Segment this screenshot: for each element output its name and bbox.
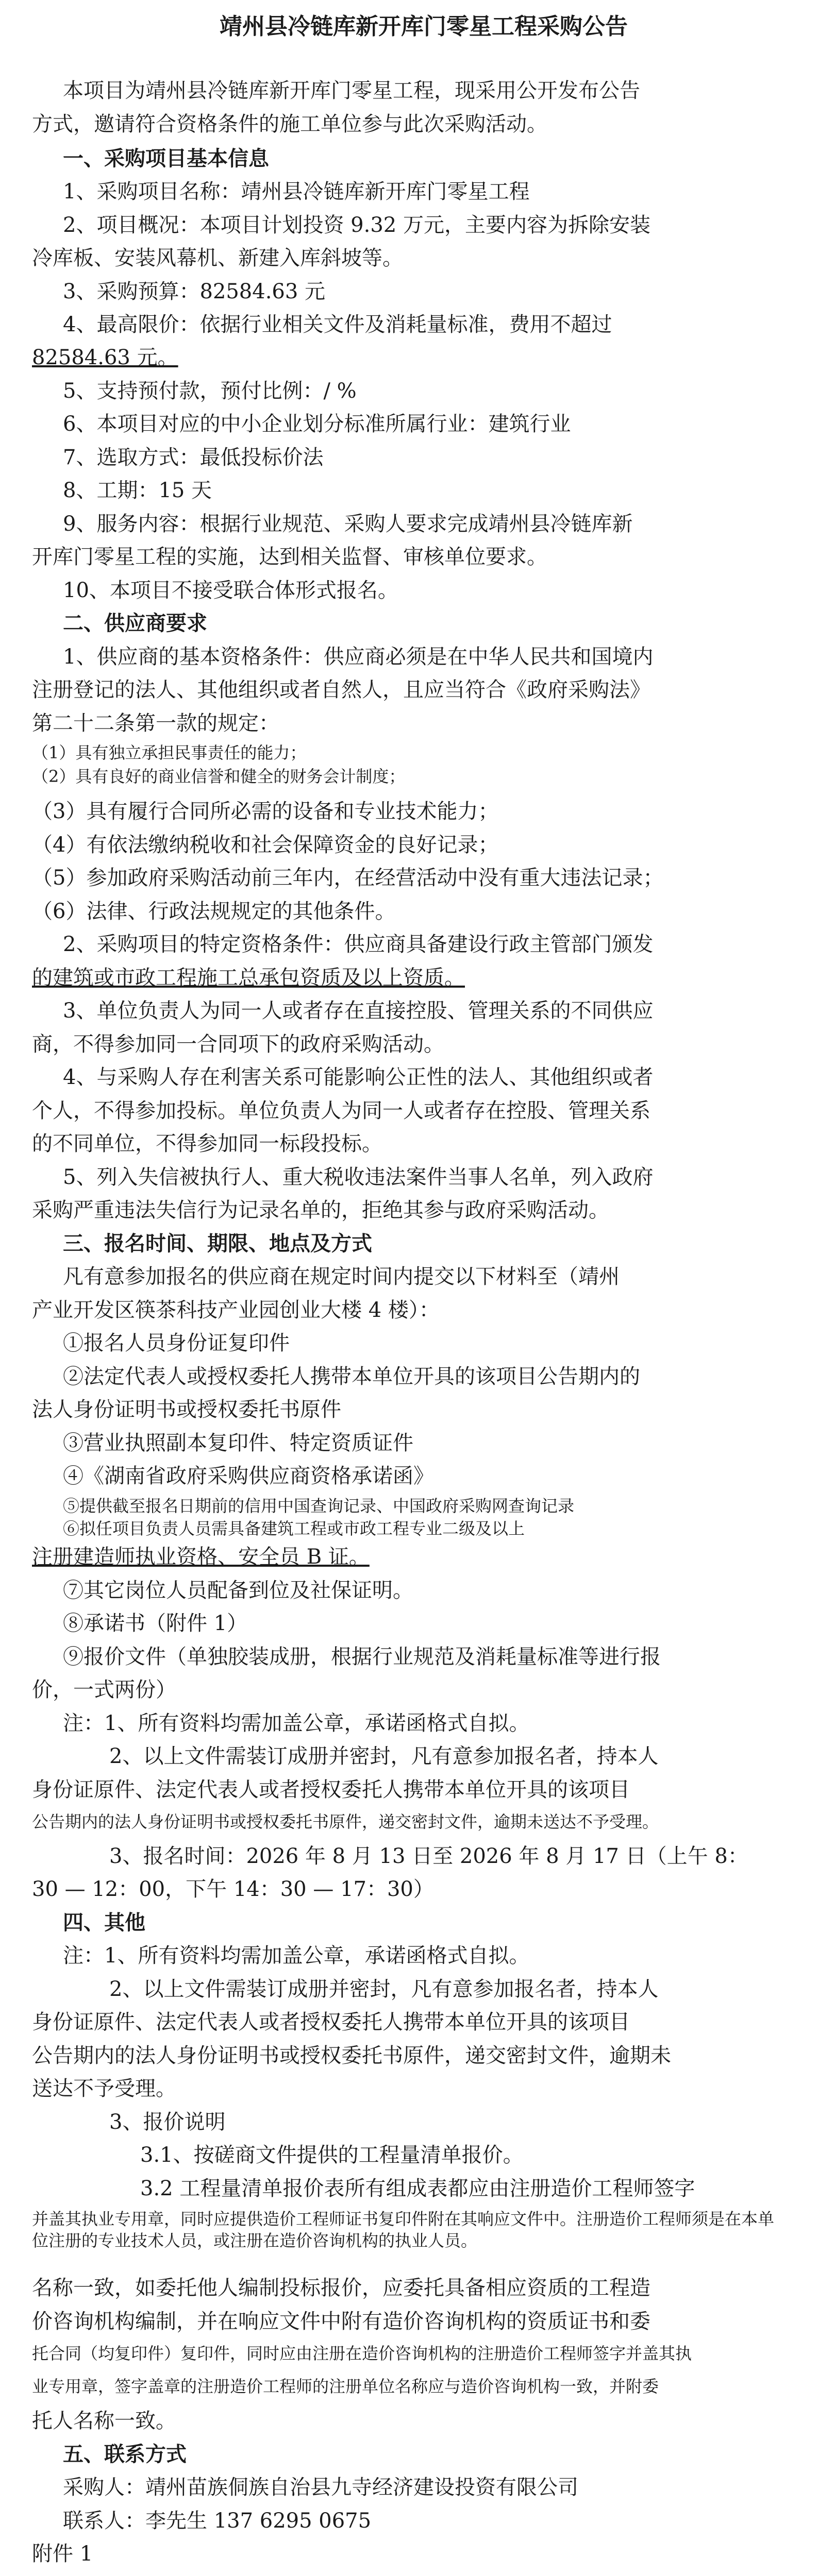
s3-item-9b: 价，一式两份） [32,1678,176,1702]
s1-line-13: 10、本项目不接受联合体形式报名。 [63,579,398,602]
section-heading-1: 一、采购项目基本信息 [63,146,269,171]
s3-note-1: 注：1、所有资料均需加盖公章，承诺函格式自拟。 [63,1711,530,1735]
s3-note-3: 身份证原件、法定代表人或者授权委托人携带本单位开具的该项目 [32,1778,630,1802]
s2-more-3: 3、单位负责人为同一人或者存在直接控股、管理关系的不同供应 [63,999,654,1023]
s3-item-3: ③营业执照副本复印件、特定资质证件 [63,1431,413,1455]
appendix-label: 附件 1 [32,2542,93,2566]
s3-item-6: ⑥拟任项目负责人员需具备建筑工程或市政工程专业二级及以上 [63,1519,525,1538]
section-heading-4: 四、其他 [63,1910,145,1935]
intro-line-1: 本项目为靖州县冷链库新开库门零星工程，现采用公开发布公告 [63,79,640,103]
s2-more-1: 2、采购项目的特定资格条件：供应商具备建设行政主管部门颁发 [63,933,654,956]
s3-item-4: ④《湖南省政府采购供应商资格承诺函》 [63,1464,434,1488]
s2-item-1: （1）具有独立承担民事责任的能力； [32,743,307,762]
section-heading-2: 二、供应商要求 [63,611,207,635]
s2-more-2: 的建筑或市政工程施工总承包资质及以上资质。 [32,966,465,990]
s4-line-12: 托合同（均复印件）复印件，同时应由注册在造价咨询机构的注册造价工程师签字并盖其执 [32,2344,692,2363]
s2-intro-3: 第二十二条第一款的规定： [32,711,279,735]
s3-item-7: ⑦其它岗位人员配备到位及社保证明。 [63,1579,413,1602]
s3-intro-1: 凡有意参加报名的供应商在规定时间内提交以下材料至（靖州 [63,1265,620,1289]
s4-line-3: 身份证原件、法定代表人或者授权委托人携带本单位开具的该项目 [32,2010,630,2034]
s2-item-6: （6）法律、行政法规规定的其他条件。 [32,900,396,923]
s3-item-6b: 注册建造师执业资格、安全员 B 证。 [32,1545,370,1569]
s4-line-2: 2、以上文件需装订成册并密封，凡有意参加报名者，持本人 [109,1977,659,2001]
s4-line-6: 3、报价说明 [109,2110,226,2134]
s1-line-6: 82584.63 元。 [32,346,178,369]
s4-line-7: 3.1、按磋商文件提供的工程量清单报价。 [140,2143,524,2167]
s4-line-4: 公告期内的法人身份证明书或授权委托书原件，递交密封文件，逾期未 [32,2044,671,2067]
s1-line-2: 2、项目概况：本项目计划投资 9.32 万元，主要内容为拆除安装 [63,213,650,237]
s4-line-11: 价咨询机构编制，并在响应文件中附有造价咨询机构的资质证书和委 [32,2310,650,2333]
s1-line-9: 7、选取方式：最低投标价法 [63,446,324,469]
s4-line-8: 3.2 工程量清单报价表所有组成表都应由注册造价工程师签字 [140,2177,695,2200]
s4-line-13: 业专用章，签字盖章的注册造价工程师的注册单位名称应与造价咨询机构一致，并附委 [32,2377,659,2396]
s3-item-1: ①报名人员身份证复印件 [63,1331,290,1355]
s2-intro-2: 注册登记的法人、其他组织或者自然人，且应当符合《政府采购法》 [32,678,650,702]
s4-line-14: 托人名称一致。 [32,2409,176,2433]
s2-item-3: （3）具有履行合同所必需的设备和专业技术能力； [32,800,499,823]
intro-line-2: 方式，邀请符合资格条件的施工单位参与此次采购活动。 [32,112,547,136]
s4-line-1: 注：1、所有资料均需加盖公章，承诺函格式自拟。 [63,1944,530,1968]
s4-line-5: 送达不予受理。 [32,2077,176,2100]
s1-line-10: 8、工期：15 天 [63,479,212,502]
notice-title: 靖州县冷链库新开库门零星工程采购公告 [220,13,628,40]
s1-line-1: 1、采购项目名称：靖州县冷链库新开库门零星工程 [63,180,530,204]
s3-note-5: 3、报名时间：2026 年 8 月 13 日至 2026 年 8 月 17 日（上午 8： [109,1844,748,1868]
s1-line-8: 6、本项目对应的中小企业划分标准所属行业：建筑行业 [63,412,571,436]
contact-purchaser: 采购人：靖州苗族侗族自治县九寺经济建设投资有限公司 [63,2476,578,2499]
s3-note-2: 2、以上文件需装订成册并密封，凡有意参加报名者，持本人 [109,1744,659,1768]
s3-item-8: ⑧承诺书（附件 1） [63,1612,248,1635]
s3-item-2: ②法定代表人或授权委托人携带本单位开具的该项目公告期内的 [63,1365,640,1388]
s2-more-4: 商，不得参加同一合同项下的政府采购活动。 [32,1032,444,1056]
s1-line-11: 9、服务内容：根据行业规范、采购人要求完成靖州县冷链库新 [63,512,633,536]
section-heading-5: 五、联系方式 [63,2442,187,2466]
s3-note-6: 30 — 12：00，下午 14：30 — 17：30） [32,1877,434,1901]
s1-line-4: 3、采购预算：82584.63 元 [63,280,326,303]
s1-line-3: 冷库板、安装风幕机、新建入库斜坡等。 [32,246,403,270]
s3-intro-2: 产业开发区筷茶科技产业园创业大楼 4 楼）： [32,1298,440,1322]
s3-item-9: ⑨报价文件（单独胶装成册，根据行业规范及消耗量标准等进行报 [63,1645,661,1669]
s1-line-7: 5、支持预付款，预付比例：/ % [63,379,357,403]
s2-more-5: 4、与采购人存在利害关系可能影响公正性的法人、其他组织或者 [63,1065,654,1089]
s2-more-6: 个人，不得参加投标。单位负责人为同一人或者存在控股、管理关系 [32,1099,650,1123]
contact-person: 联系人：李先生 137 6295 0675 [63,2509,372,2533]
s2-more-7: 的不同单位，不得参加同一标段投标。 [32,1132,382,1156]
s2-item-4: （4）有依法缴纳税收和社会保障资金的良好记录； [32,833,499,857]
s2-more-8: 5、列入失信被执行人、重大税收违法案件当事人名单，列入政府 [63,1165,654,1189]
s3-item-2b: 法人身份证明书或授权委托书原件 [32,1398,341,1421]
s1-line-5: 4、最高限价：依据行业相关文件及消耗量标准，费用不超过 [63,313,612,336]
section-heading-3: 三、报名时间、期限、地点及方式 [63,1231,372,1256]
s4-line-9: 并盖其执业专用章，同时应提供造价工程师证书复印件附在其响应文件中。注册造价工程师须是在本单位注册的专业技术人员，或注册在造价咨询机构的执业人员。 [32,2209,775,2250]
s2-item-5: （5）参加政府采购活动前三年内，在经营活动中没有重大违法记录； [32,866,664,890]
s2-item-2: （2）具有良好的商业信誉和健全的财务会计制度； [32,767,406,786]
s2-intro-1: 1、供应商的基本资格条件：供应商必须是在中华人民共和国境内 [63,645,654,669]
s3-note-4: 公告期内的法人身份证明书或授权委托书原件，递交密封文件，逾期未送达不予受理。 [32,1812,659,1832]
s1-line-12: 开库门零星工程的实施，达到相关监督、审核单位要求。 [32,545,547,569]
s2-more-9: 采购严重违法失信行为记录名单的，拒绝其参与政府采购活动。 [32,1198,609,1222]
s3-item-5: ⑤提供截至报名日期前的信用中国查询记录、中国政府采购网查询记录 [63,1496,575,1516]
s4-line-10: 名称一致，如委托他人编制投标报价，应委托具备相应资质的工程造 [32,2276,650,2300]
